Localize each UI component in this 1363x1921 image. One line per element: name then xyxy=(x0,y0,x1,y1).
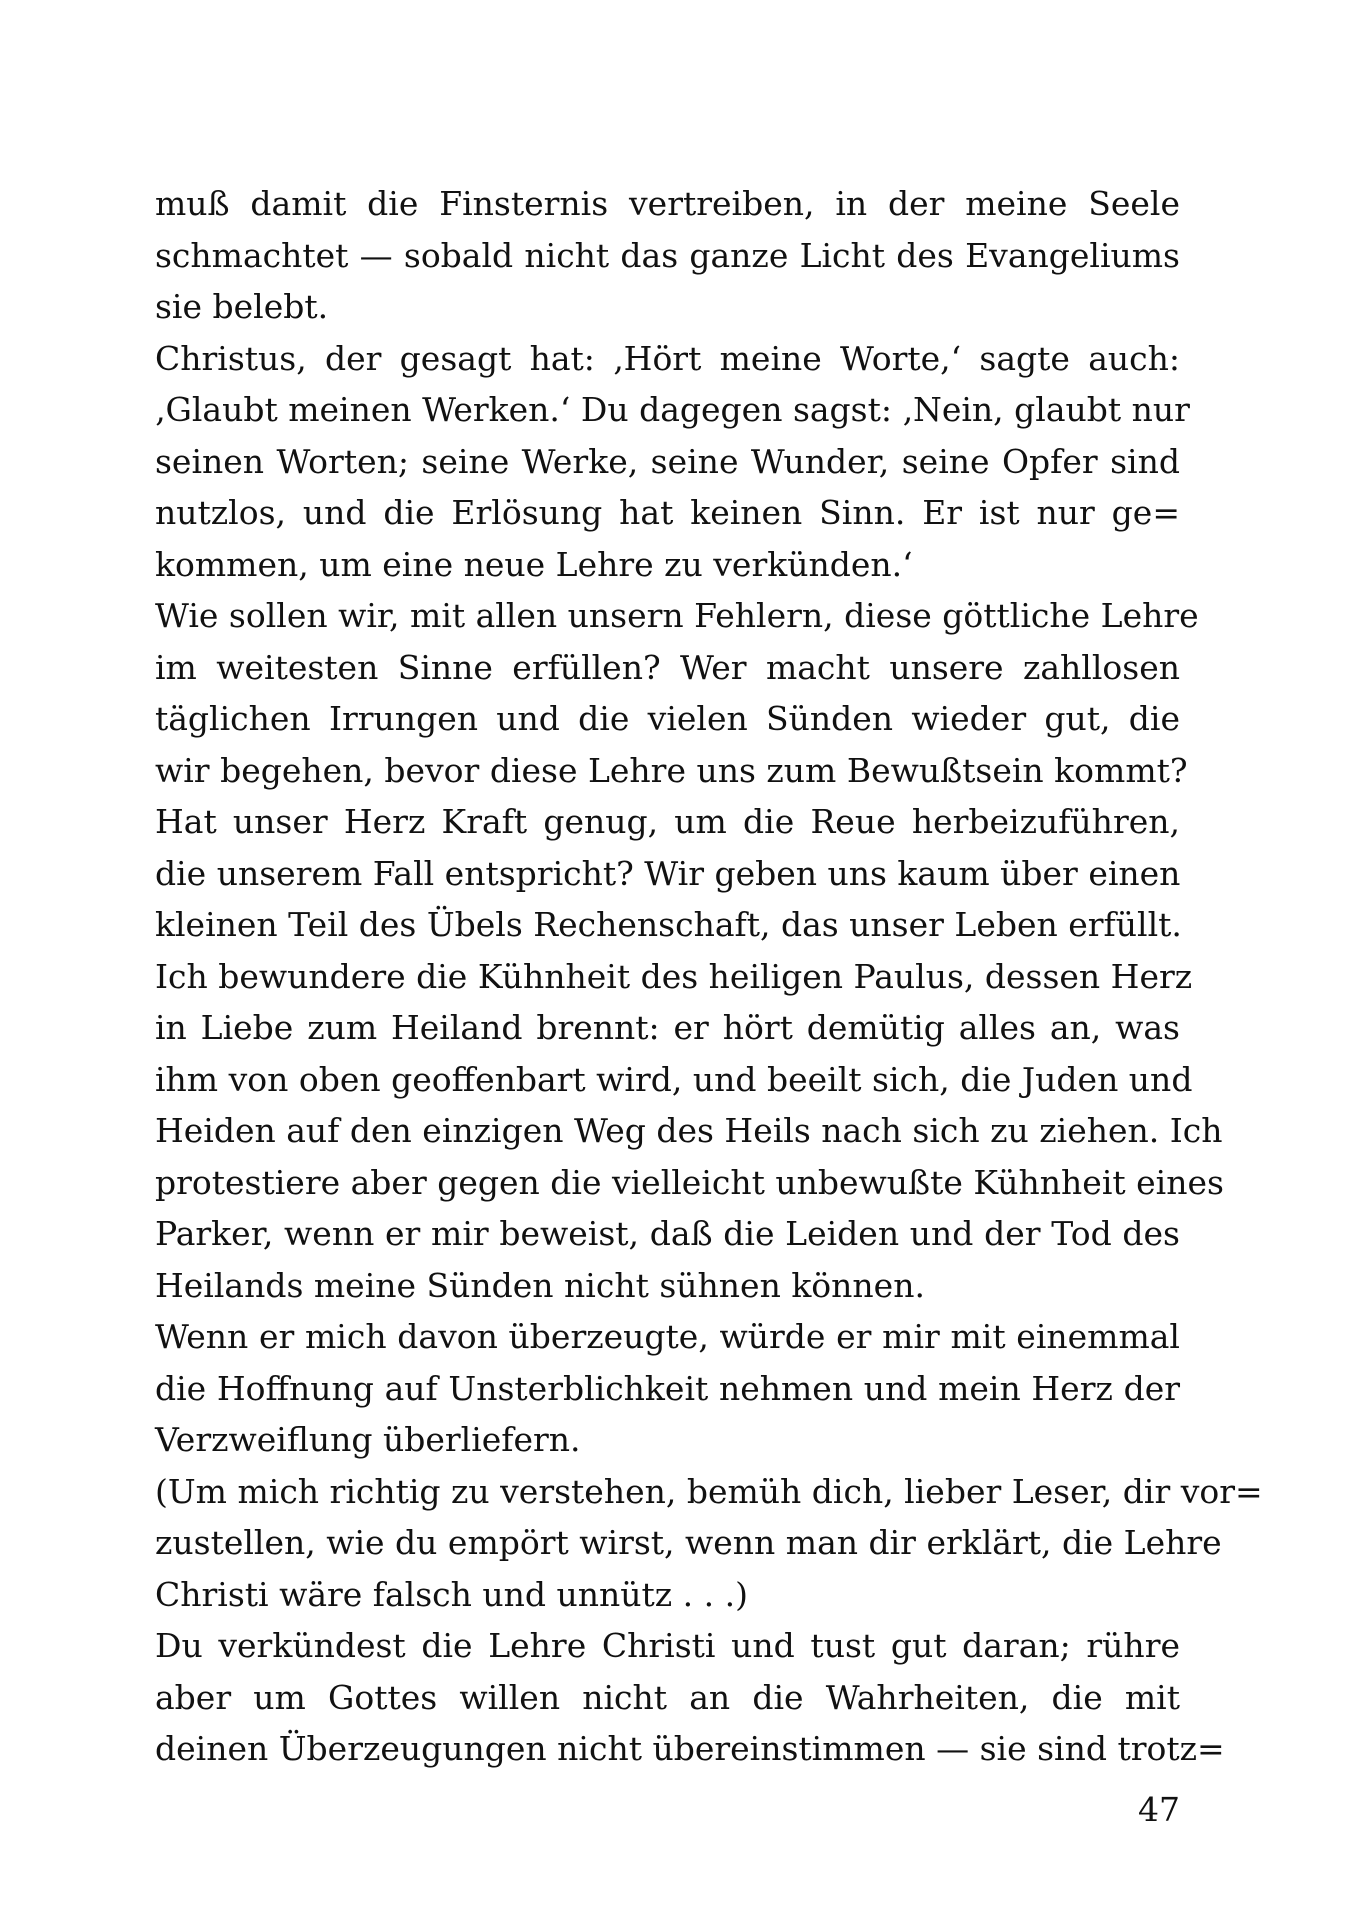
text-line: Verzweiflung überliefern. xyxy=(155,1420,581,1459)
text-line: nutzlos, und die Erlösung hat keinen Sinn. Er ist nur ge= xyxy=(155,493,1180,532)
text-line: die unserem Fall entspricht? Wir geben uns kaum über einen xyxy=(155,853,1181,893)
text-line: kleinen Teil des Übels Rechenschaft, das unser Leben erfüllt. xyxy=(155,905,1182,944)
page-number: 47 xyxy=(1138,1790,1180,1829)
text-line: Ich bewundere die Kühnheit des heiligen Paulus, dessen Herz xyxy=(155,956,1193,996)
text-line: Wenn er mich davon überzeugte, würde er mir mit einemmal xyxy=(155,1317,1180,1356)
text-line: im weitesten Sinne erfüllen? Wer macht unsere zahllosen xyxy=(155,647,1180,687)
text-line: schmachtet — sobald nicht das ganze Licht des Evangeliums xyxy=(155,235,1180,275)
text-line: täglichen Irrungen und die vielen Sünden wieder gut, die xyxy=(155,699,1180,738)
text-line: Heiden auf den einzigen Weg des Heils nach sich zu ziehen. Ich xyxy=(155,1111,1223,1150)
text-line: muß damit die Finsternis vertreiben, in der meine Seele xyxy=(155,184,1180,223)
text-line: ‚Glaubt meinen Werken.‘ Du dagegen sagst: ‚Nein, glaubt nur xyxy=(155,390,1190,429)
text-line: die Hoffnung auf Unsterblichkeit nehmen und mein Herz der xyxy=(155,1368,1180,1408)
text-line: Heilands meine Sünden nicht sühnen können. xyxy=(155,1265,925,1305)
text-line: Du verkündest die Lehre Christi und tust gut daran; rühre xyxy=(155,1626,1180,1665)
text-line: in Liebe zum Heiland brennt: er hört demütig alles an, was xyxy=(155,1008,1180,1047)
text-line: ihm von oben geoffenbart wird, und beeilt sich, die Juden und xyxy=(155,1059,1193,1099)
text-line: sie belebt. xyxy=(155,287,329,326)
text-line: Christi wäre falsch und unnütz . . .) xyxy=(155,1574,748,1614)
text-line: Wie sollen wir, mit allen unsern Fehlern, diese göttliche Lehre xyxy=(155,596,1199,635)
text-line: protestiere aber gegen die vielleicht unbewußte Kühnheit eines xyxy=(155,1162,1224,1202)
text-line: Hat unser Herz Kraft genug, um die Reue herbeizuführen, xyxy=(155,802,1180,841)
text-line: kommen, um eine neue Lehre zu verkünden.‘ xyxy=(155,544,913,584)
text-line: wir begehen, bevor diese Lehre uns zum Bewußtsein kommt? xyxy=(155,750,1188,790)
text-line: Christus, der gesagt hat: ‚Hört meine Worte,‘ sagte auch: xyxy=(155,338,1180,378)
text-line: aber um Gottes willen nicht an die Wahrheiten, die mit xyxy=(155,1677,1180,1717)
text-line: (Um mich richtig zu verstehen, bemüh dich, lieber Leser, dir vor= xyxy=(155,1471,1263,1511)
body-text xyxy=(155,178,1263,1775)
text-line: zustellen, wie du empört wirst, wenn man dir erklärt, die Lehre xyxy=(155,1523,1222,1562)
text-line: seinen Worten; seine Werke, seine Wunder, seine Opfer sind xyxy=(155,441,1180,481)
text-line: deinen Überzeugungen nicht übereinstimmen — sie sind trotz= xyxy=(155,1729,1225,1768)
text-line: Parker, wenn er mir beweist, daß die Leiden und der Tod des xyxy=(155,1214,1180,1253)
